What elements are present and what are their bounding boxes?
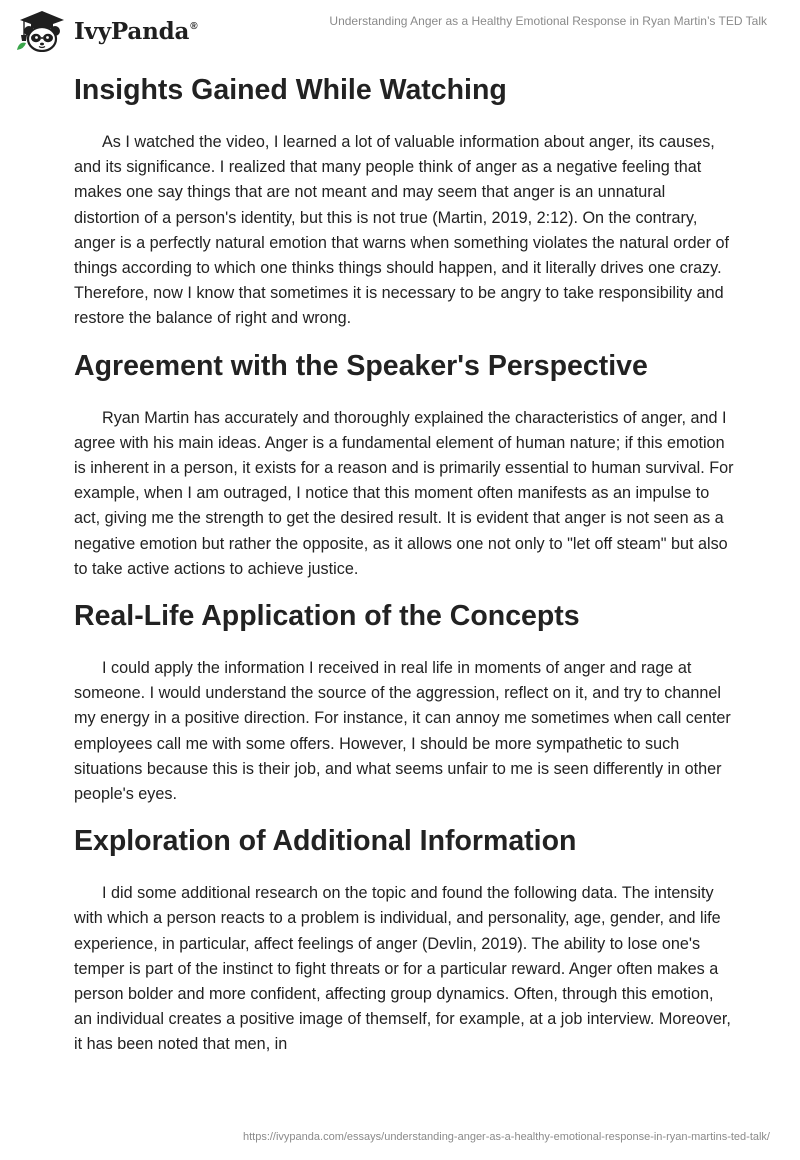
section-paragraph: I could apply the information I received in real life in moments of anger and rage at someone. I would understand the source of the aggression, reflect on it, and try to channel my energy in a positive direction. For instance, it can annoy me sometimes when call center employees call me with some offers. However, I should be more sympathetic to such situations because this is their job, and what seems unfair to me is seen differently in other people's eyes. [74, 659, 731, 804]
section-insights [74, 70, 734, 332]
section-exploration [74, 821, 734, 1057]
ivypanda-logo[interactable] [14, 8, 197, 52]
registered-mark: ® [190, 20, 198, 32]
document-title: Understanding Anger as a Healthy Emotional Response in Ryan Martin’s TED Talk [329, 14, 767, 28]
brand-name [74, 18, 197, 45]
source-url[interactable]: https://ivypanda.com/essays/understanding-anger-as-a-healthy-emotional-response-in-ryan-martins-ted-talk/ [242, 1131, 770, 1143]
section-paragraph: I did some additional research on the topic and found the following data. The intensity with which a person reacts to a problem is individual, and personality, age, gender, and life experience, in particular, affect feelings of anger (Devlin, 2019). The ability to lose one's temper is part of the instinct to fight threats or for a particular reward. Anger often makes a person bolder and more confident, affecting group dynamics. Often, through this emotion, an individual creates a positive image of themself, for example, at a job interview. Moreover, it has been noted that men, in [74, 884, 731, 1054]
brand-name-text: IvyPanda [74, 17, 190, 45]
section-application [74, 596, 734, 807]
section-paragraph: As I watched the video, I learned a lot of valuable information about anger, its causes, and its significance. I realized that many people think of anger as a negative feeling that makes one say things that are not meant and may seem that anger is an unnatural distortion of a person's identity, but this is not true (Martin, 2019, 2:12). On the contrary, anger is a perfectly natural emotion that warns when something violates the natural order of things according to which one thinks things should happen, and it literally drives one crazy. Therefore, now I know that sometimes it is necessary to be angry to take responsibility and restore the balance of right and wrong. [74, 133, 730, 328]
section-heading: Exploration of Additional Information [74, 825, 577, 858]
section-heading: Insights Gained While Watching [74, 74, 507, 106]
section-paragraph: Ryan Martin has accurately and thoroughly explained the characteristics of anger, and I agree with his main ideas. Anger is a fundamental element of human nature; if this emotion is inherent in a person, it exists for a reason and is primarily essential to human survival. For example, when I am outraged, I notice that this moment often manifests as an impulse to act, giving me the strength to get the desired result. It is evident that anger is not seen as a negative emotion but rather the opposite, as it allows one not only to "let off steam" but also to take active actions to achieve justice. [74, 408, 734, 578]
page-header [0, 0, 800, 64]
section-agreement [74, 346, 734, 582]
essay-content [74, 70, 734, 1058]
panda-graduate-icon [14, 8, 68, 52]
section-heading: Real-Life Application of the Concepts [74, 600, 580, 633]
section-heading: Agreement with the Speaker's Perspective [74, 349, 648, 382]
